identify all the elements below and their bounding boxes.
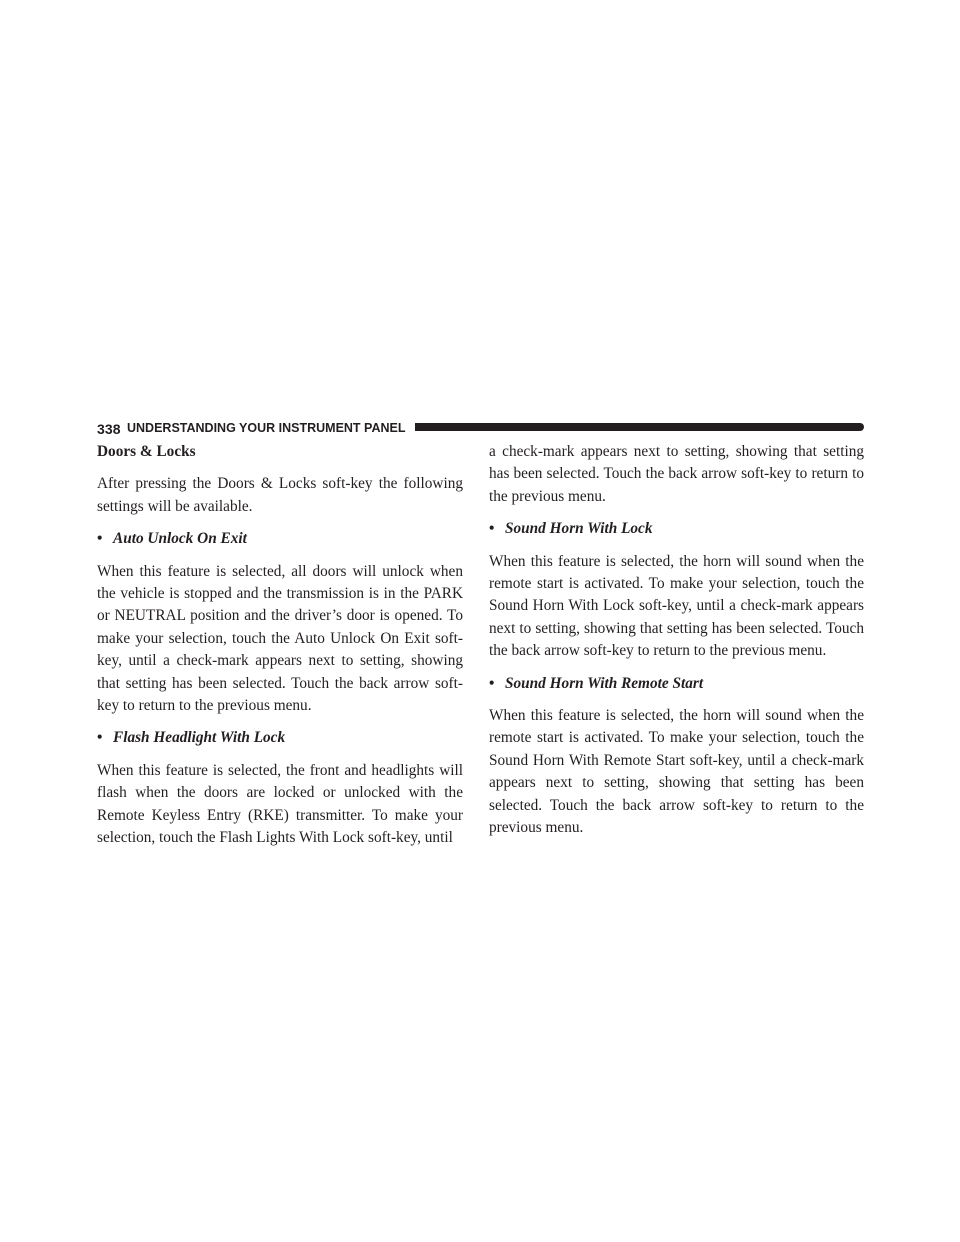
- bullet-item: [489, 518, 864, 540]
- right-column: [489, 441, 864, 850]
- body-paragraph: When this feature is selected, the horn will sound when the remote start is activated. To make your selection, touch the Sound Horn With Remote Start soft-key, until a check-mark appears next to setting, showing that setting has been selected. Touch the back arrow soft-key to return to the previous menu.: [489, 707, 864, 837]
- bullet-label: Sound Horn With Lock: [505, 520, 653, 538]
- bullet-item: [489, 673, 864, 695]
- bullet-icon: •: [97, 729, 103, 747]
- body-paragraph: a check-mark appears next to setting, showing that setting has been selected. Touch the back arrow soft-key to return to the previous menu.: [489, 443, 864, 505]
- bullet-label: Flash Headlight With Lock: [113, 729, 286, 747]
- left-column: [97, 441, 463, 860]
- page-header: [97, 417, 864, 437]
- bullet-item: [97, 528, 463, 550]
- bullet-label: Sound Horn With Remote Start: [505, 674, 704, 692]
- section-heading: Doors & Locks: [97, 443, 196, 460]
- body-paragraph: When this feature is selected, all doors will unlock when the vehicle is stopped and the transmission is in the PARK or NEUTRAL position and the driver’s door is opened. To make your selection, touch the Auto Unlock On Exit soft-key, until a check-mark appears next to setting, showing that setting has been selected. Touch the back arrow soft-key to return to the previous menu.: [97, 562, 463, 715]
- body-paragraph: When this feature is selected, the front and headlights will flash when the doors are locked or unlocked with the Remote Keyless Entry (RKE) transmitter. To make your selection, touch the Flash Lights With Lock soft-key, until: [97, 761, 463, 847]
- body-paragraph: When this feature is selected, the horn will sound when the remote start is activated. To make your selection, touch the Sound Horn With Lock soft-key, until a check-mark appears next to setting, showing that setting has been selected. Touch the back arrow soft-key to return to the previous menu.: [489, 552, 864, 660]
- bullet-icon: •: [489, 674, 495, 692]
- bullet-icon: •: [489, 520, 495, 538]
- intro-paragraph: After pressing the Doors & Locks soft-key the following settings will be available.: [97, 475, 463, 515]
- bullet-item: [97, 727, 463, 749]
- bullet-icon: •: [97, 530, 103, 548]
- page-number: 338: [97, 421, 121, 437]
- section-title: UNDERSTANDING YOUR INSTRUMENT PANEL: [127, 421, 406, 435]
- bullet-label: Auto Unlock On Exit: [113, 530, 247, 548]
- header-rule: [415, 423, 864, 431]
